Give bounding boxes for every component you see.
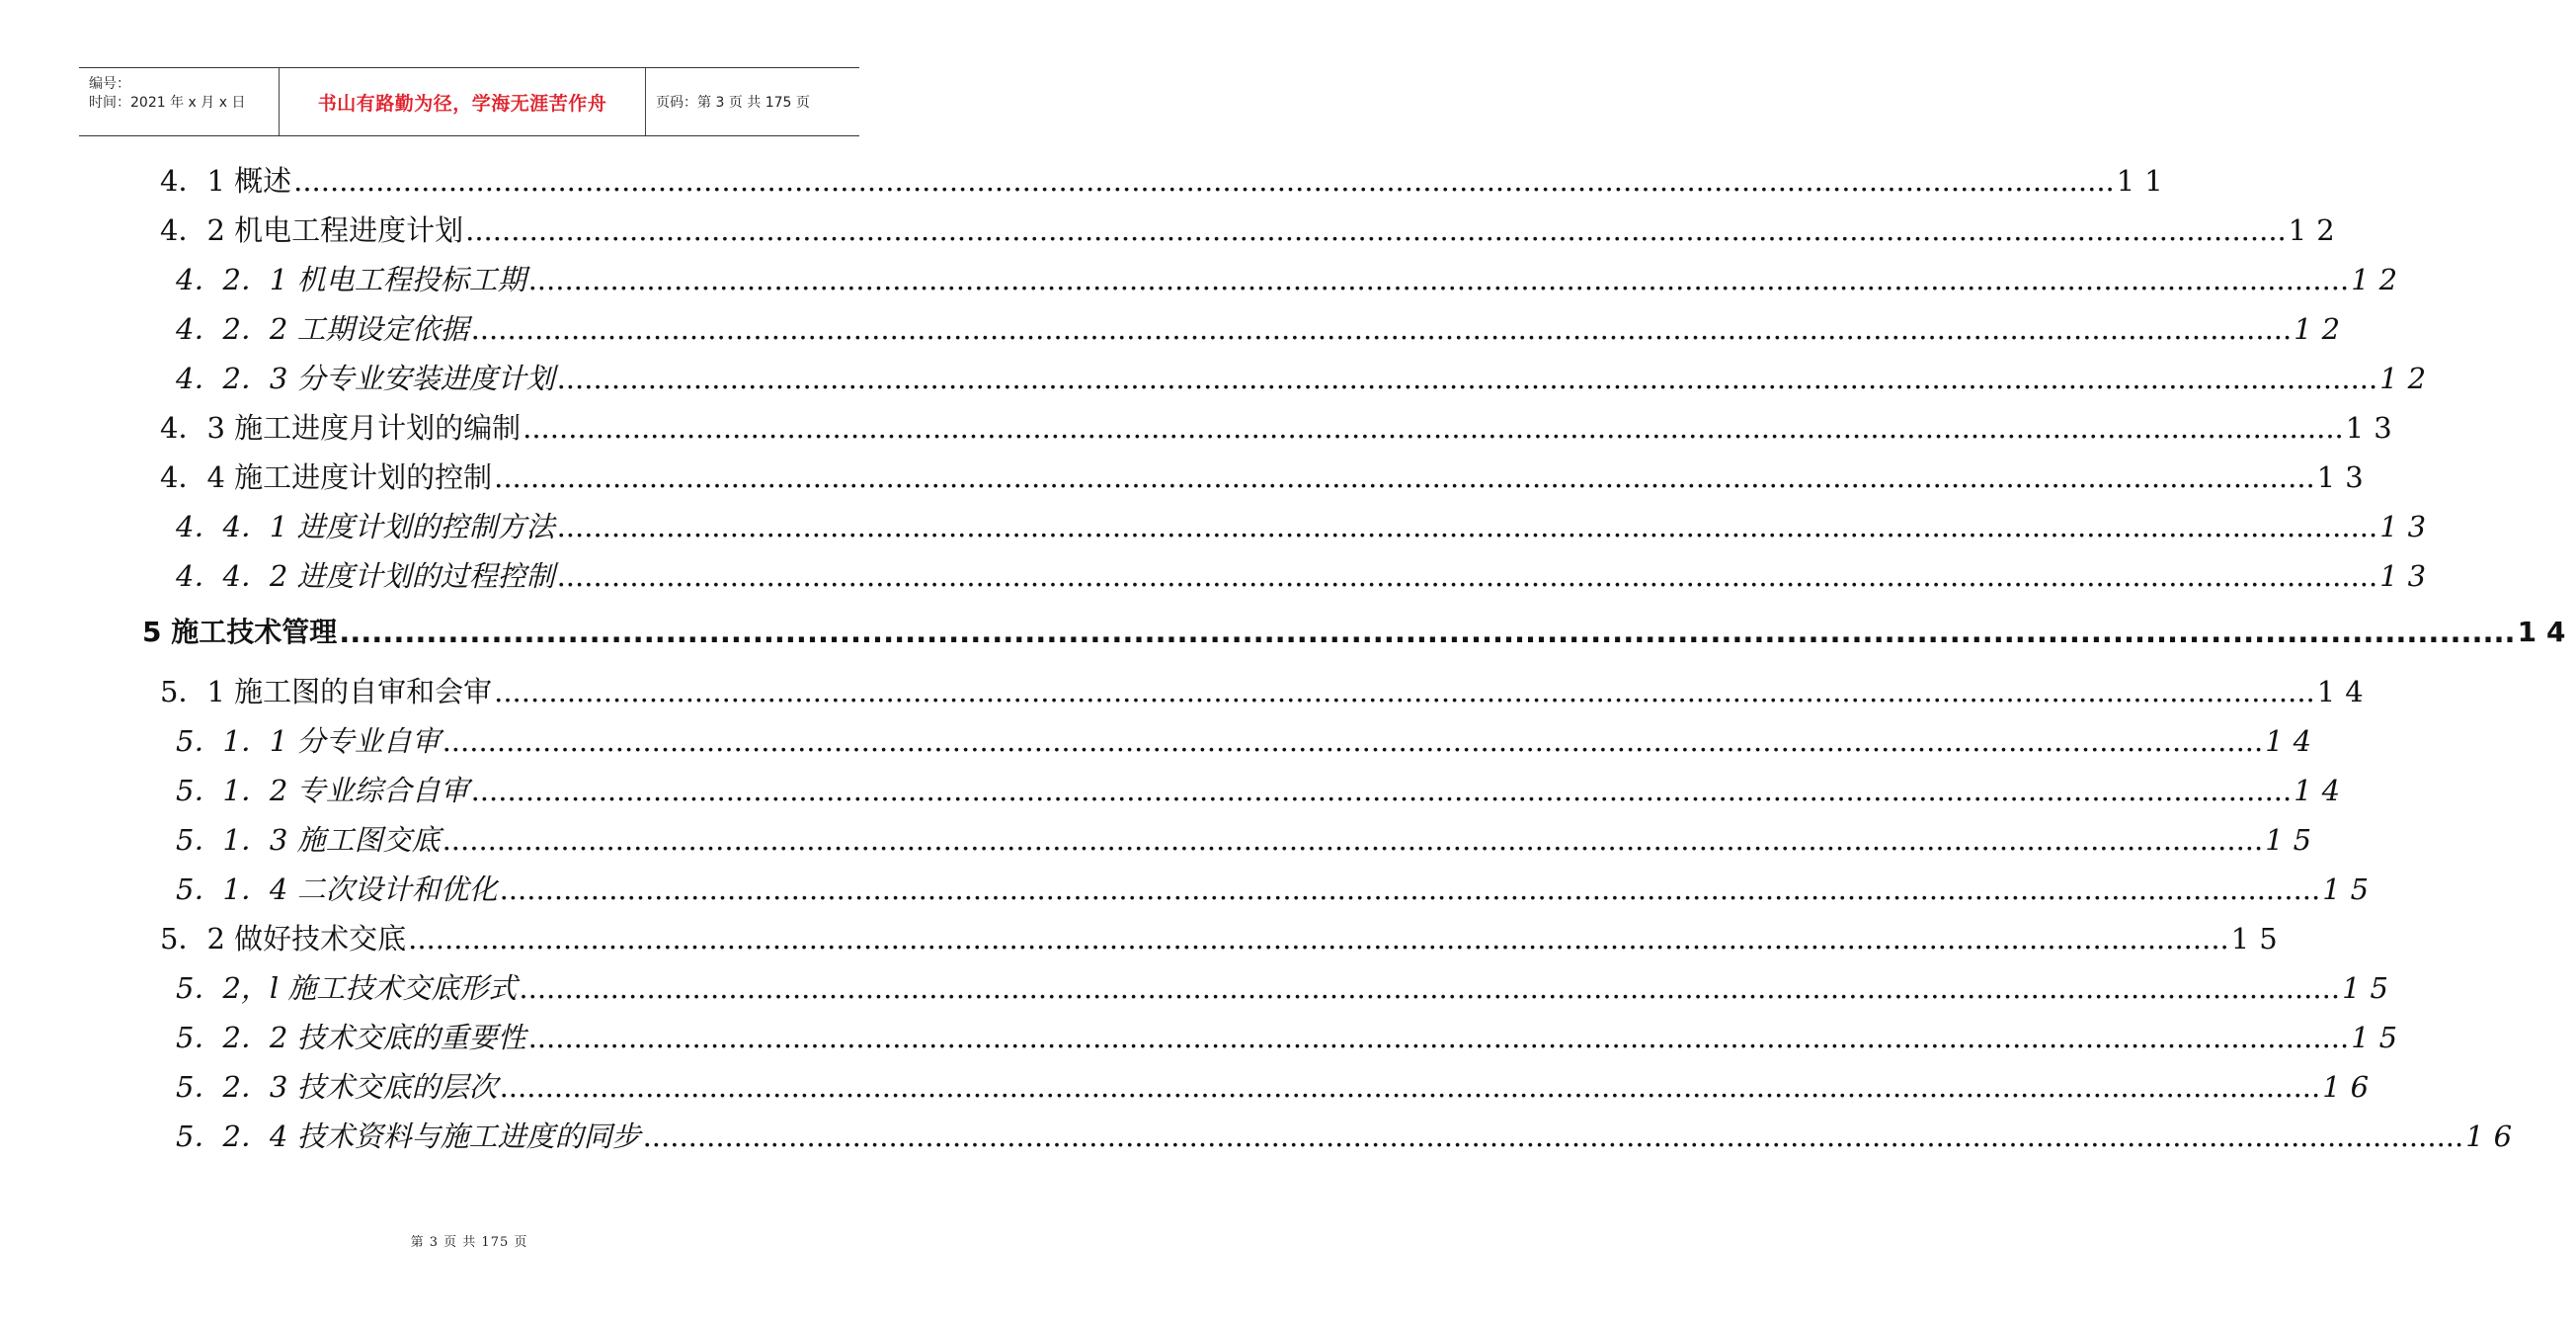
document-number-label: 编号： <box>89 76 130 92</box>
toc-entry-title: 5．2 做好技术交底 <box>160 922 407 955</box>
toc-leader-dots: ........................................................................................................................................................................................................ <box>470 312 2293 346</box>
toc-entry[interactable] <box>160 672 2374 711</box>
toc-entry-page: 13 <box>2379 559 2437 593</box>
toc-leader-dots: ........................................................................................................................................................................................................ <box>499 1070 2321 1104</box>
toc-entry-title: 5．2．3 技术交底的层次 <box>176 1070 498 1104</box>
toc-entry[interactable] <box>176 870 2379 909</box>
toc-entry-page: 14 <box>2517 616 2576 648</box>
toc-entry-title: 4．2 机电工程进度计划 <box>160 213 464 247</box>
toc-leader-dots: ........................................................................................................................................................................................................ <box>499 872 2321 906</box>
toc-entry[interactable] <box>176 968 2398 1008</box>
toc-entry[interactable] <box>176 359 2437 398</box>
toc-entry-title: 4．4．1 进度计划的控制方法 <box>176 510 555 543</box>
toc-entry-page: 15 <box>2265 823 2322 857</box>
toc-entry-page: 13 <box>2379 510 2437 543</box>
toc-leader-dots: ........................................................................................................................................................................................................ <box>408 922 2229 955</box>
toc-entry-page: 13 <box>2345 411 2402 445</box>
toc-entry[interactable] <box>176 260 2408 299</box>
toc-leader-dots: ........................................................................................................................................................................................................ <box>556 559 2378 593</box>
toc-entry[interactable] <box>176 820 2322 860</box>
toc-entry[interactable] <box>176 556 2437 596</box>
toc-leader-dots: ........................................................................................................................................................................................................ <box>523 411 2344 445</box>
toc-leader-dots: ........................................................................................................................................................................................................ <box>642 1120 2464 1153</box>
toc-entry[interactable] <box>176 1117 2523 1156</box>
toc-entry-page: 12 <box>2288 213 2345 247</box>
toc-entry-title: 4．4．2 进度计划的过程控制 <box>176 559 555 593</box>
toc-entry[interactable] <box>160 919 2288 958</box>
toc-entry[interactable] <box>176 309 2351 349</box>
toc-leader-dots: ........................................................................................................................................................................................................ <box>442 823 2264 857</box>
toc-entry-page: 15 <box>2230 922 2288 955</box>
toc-leader-dots: ........................................................................................................................................................................................................ <box>494 460 2315 494</box>
toc-leader-dots: ........................................................................................................................................................................................................ <box>527 1021 2350 1054</box>
toc-entry-page: 15 <box>2322 872 2379 906</box>
toc-entry-title: 4．2．1 机电工程投标工期 <box>176 263 526 296</box>
toc-entry-title: 4．4 施工进度计划的控制 <box>160 460 493 494</box>
document-time-label: 时间：2021 年 x 月 x 日 <box>89 95 246 111</box>
toc-entry-page: 12 <box>2294 312 2351 346</box>
header-page-cell <box>646 68 859 135</box>
toc-entry[interactable] <box>176 771 2351 810</box>
toc-entry[interactable] <box>160 161 2173 201</box>
header-page-info: 页码：第 3 页 共 175 页 <box>656 95 810 111</box>
toc-leader-dots: ........................................................................................................................................................................................................ <box>556 510 2378 543</box>
toc-entry-page: 15 <box>2342 971 2398 1005</box>
toc-entry-title: 4．1 概述 <box>160 164 292 198</box>
toc-entry-page: 15 <box>2351 1021 2408 1054</box>
toc-entry-page: 13 <box>2316 460 2374 494</box>
toc-leader-dots: ........................................................................................................................................................................................................ <box>293 164 2115 198</box>
toc-entry-page: 14 <box>2316 675 2374 708</box>
toc-entry-title: 5．1．1 分专业自审 <box>176 724 441 758</box>
toc-entry-title: 5．1．4 二次设计和优化 <box>176 872 498 906</box>
toc-entry[interactable] <box>176 721 2322 761</box>
toc-leader-dots: ........................................................................................................................................................................................................ <box>556 362 2378 395</box>
toc-entry-title: 5．2，l 施工技术交底形式 <box>176 971 518 1005</box>
header-motto: 书山有路勤为径，学海无涯苦作舟 <box>317 92 607 115</box>
toc-leader-dots: ........................................................................................................................................................................................................ <box>519 971 2341 1005</box>
header-motto-cell <box>279 68 646 135</box>
toc-entry-title: 5．1 施工图的自审和会审 <box>160 675 493 708</box>
toc-leader-dots: ........................................................................................................................................................................................................ <box>465 213 2287 247</box>
toc-entry[interactable] <box>142 613 2576 652</box>
toc-entry[interactable] <box>160 457 2374 497</box>
toc-leader-dots: ........................................................................................................................................................................................................ <box>470 774 2293 807</box>
toc-entry-title: 4．2．2 工期设定依据 <box>176 312 469 346</box>
document-header <box>79 67 859 136</box>
toc-entry-title: 4．3 施工进度月计划的编制 <box>160 411 522 445</box>
toc-entry[interactable] <box>176 1018 2408 1057</box>
page-footer: 第 3 页 共 175 页 <box>410 1235 528 1250</box>
toc-entry[interactable] <box>176 1067 2379 1107</box>
toc-entry-title: 5 施工技术管理 <box>142 616 338 648</box>
toc-entry-page: 16 <box>2322 1070 2379 1104</box>
toc-entry-page: 14 <box>2265 724 2322 758</box>
toc-entry-page: 12 <box>2379 362 2437 395</box>
toc-entry[interactable] <box>160 210 2345 250</box>
toc-leader-dots: ........................................................................................................................................................................................................ <box>442 724 2264 758</box>
toc-entry-title: 5．1．2 专业综合自审 <box>176 774 469 807</box>
toc-leader-dots: ........................................................................................................................................................................................................ <box>494 675 2315 708</box>
toc-entry-page: 11 <box>2116 164 2173 198</box>
toc-entry-title: 5．2．2 技术交底的重要性 <box>176 1021 526 1054</box>
toc-entry-page: 12 <box>2351 263 2408 296</box>
toc-entry-title: 5．2．4 技术资料与施工进度的同步 <box>176 1120 641 1153</box>
toc-entry-title: 4．2．3 分专业安装进度计划 <box>176 362 555 395</box>
header-meta-cell <box>79 68 279 135</box>
toc-entry-page: 14 <box>2294 774 2351 807</box>
toc-entry[interactable] <box>176 507 2437 546</box>
toc-entry-page: 16 <box>2465 1120 2523 1153</box>
toc-entry-title: 5．1．3 施工图交底 <box>176 823 441 857</box>
toc-leader-dots: ........................................................................................................................................................................................................ <box>527 263 2350 296</box>
toc-entry[interactable] <box>160 408 2402 448</box>
toc-leader-dots: ........................................................................................................................................................................................................ <box>339 616 2516 649</box>
